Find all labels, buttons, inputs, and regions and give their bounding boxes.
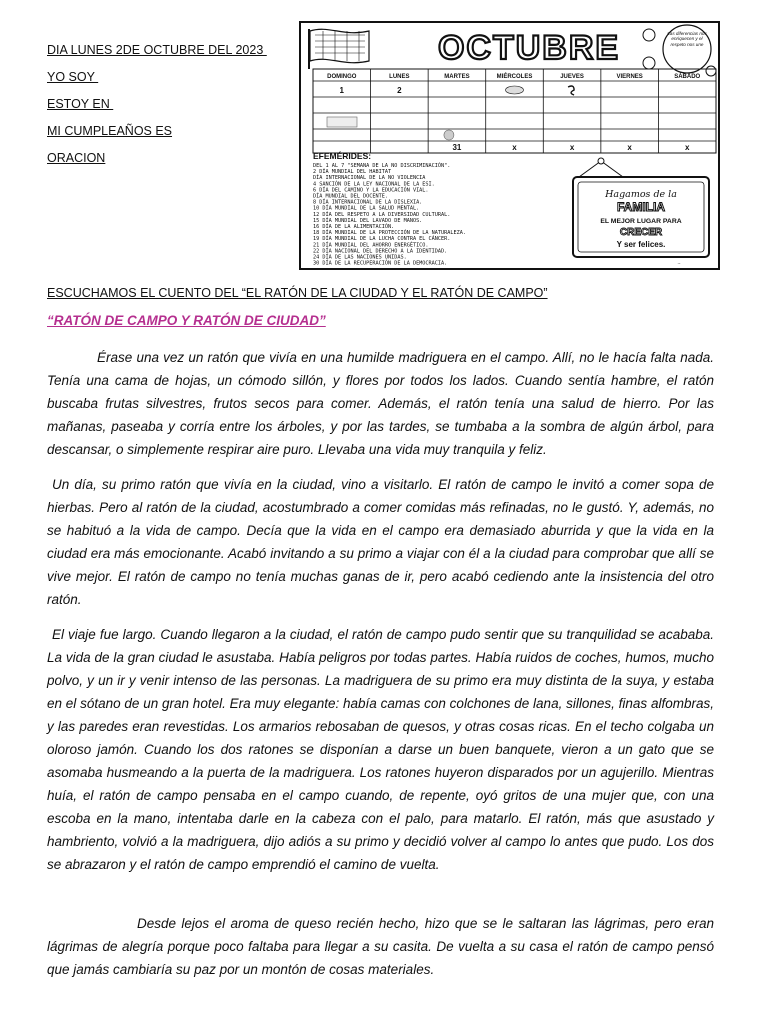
efemeride-item: 21 DÍA MUNDIAL DEL AHORRO ENERGÉTICO. [313,242,429,249]
calendar-last-row-cell: x [627,143,632,152]
calendar-day-header: SÁBADO [674,74,701,80]
calendar-day-number: 2 [397,86,402,95]
efemeride-item: 19 DÍA MUNDIAL DE LA LUCHA CONTRA EL CÁNCER. [313,236,451,243]
efemeride-item: DEL 1 AL 7 "SEMANA DE LA NO DISCRIMINACIÓN". [313,163,451,169]
story-paragraph-1: Érase una vez un ratón que vivía en una humilde madriguera en el campo. Allí, no le hacía falta nada. Tenía una cama de hojas, un cómodo sillón, y flores por todos los lados. Cuando sentía hambre, el ratón buscaba frutas silvestres, frutos secos para comer. Además, el ratón tenía una salud de hierro. Por las mañanas, paseaba y corría entre los árboles, y por las tardes, se tumbaba a la sombra de algún árbol, para descansar, o simplemente respirar aire puro. Llevaba una vida muy tranquila y feliz. [47,350,714,457]
yo-soy-line: YO SOY [47,70,99,84]
efemeride-item: 15 DÍA MUNDIAL DEL LAVADO DE MANOS. [313,217,423,224]
cumpleanos-line: MI CUMPLEAÑOS ES [47,124,173,138]
frame-line-4: CRECER [619,227,663,238]
frame-line-2: FAMILIA [617,200,665,214]
efemeride-item: 10 DÍA MUNDIAL DE LA SALUD MENTAL. [313,205,420,212]
story-paragraph-3: El viaje fue largo. Cuando llegaron a la ciudad, el ratón de campo pudo sentir que su tranquilidad se acababa. La vida de la gran ciudad le asustaba. Había peligros por todas partes. Había ruidos de coches, humos, mucho polvo, y un ir y venir intenso de las personas. La madriguera de su primo era muy distinta de la suya, y estaba en el sótano de un gran hotel. Era muy elegante: había camas con colchones de lana, sillones, finas alfombras, y las paredes eran revestidas. Los armarios rebosaban de quesos, y otras cosas ricas. En el techo colgaba un oloroso jamón. Cuando los dos ratones se disponían a darse un buen banquete, vieron a un gato que se asomaba husmeando a la puerta de la madriguera. Los ratones huyeron disparados por un agujerillo. Mientras huía, el ratón de campo pensaba en el campo cuando, de repente, oyó gritos de una mujer que, con una escoba en la mano, intentaba darle en la cabeza con el palo, para matarlo. El ratón, más que asustado y hambriento, volvió a la madriguera, dijo adiós a su primo y decidió volver al campo lo antes que pudo. Los dos se abrazaron y el ratón de campo emprendió el camino de vuelta. [47,627,714,872]
efemeride-item: 30 DÍA DE LA RECUPERACIÓN DE LA DEMOCRACIA. [313,260,448,267]
corner-note-text: Las diferencias nos enriquecen y el respeto nos une [667,31,707,47]
calendar-last-row-cell: x [684,143,690,152]
efemeride-item: 2 DÍA MUNDIAL DEL HABITAT [313,169,392,176]
efemeride-item: DÍA INTERNACIONAL DE LA NO VIOLENCIA [313,175,426,182]
calendar-day-header: MARTES [444,74,470,80]
story-paragraph-4: Desde lejos el aroma de queso recién hecho, hizo que se le saltaran las lágrimas, pero eran lágrimas de alegría porque poco faltaba para llegar a su casita. De vuelta a su casa el ratón de campo pensó que jamás cambiaría su paz por un montón de cosas materiales. [47,916,714,977]
efemeride-item: 6 DÍA DEL CAMINO Y LA EDUCACIÓN VIAL. [313,187,429,194]
efemeride-item: 24 DÍA DE LAS NACIONES UNIDAS. [313,254,407,261]
frame-line-3: EL MEJOR LUGAR PARA [600,218,682,225]
calendar-day-header: VIERNES [616,74,643,80]
efemeride-item: 12 DÍA DEL RESPETO A LA DIVERSIDAD CULTURAL. [313,211,451,218]
calendar-doodle [327,117,357,127]
efemeride-item: 4 SANCIÓN DE LA LEY NACIONAL DE LA ESI. [313,181,435,188]
calendar-day-number: 1 [339,86,345,95]
efemeride-item: 22 DÍA NACIONAL DEL DERECHO A LA IDENTIDAD. [313,248,448,255]
calendar-day-header: DOMINGO [327,74,357,80]
story-title: “RATÓN DE CAMPO Y RATÓN DE CIUDAD” [47,313,326,328]
estoy-en-line: ESTOY EN [47,97,114,111]
efemeride-item: 8 DÍA INTERNACIONAL DE LA DISLEXIA. [313,199,423,206]
efemeride-item: 18 DÍA MUNDIAL DE LA PROTECCIÓN DE LA NATURALEZA. [313,230,467,237]
signature-scribble: ~ [677,261,681,266]
calendar-title: OCTUBRE [437,29,621,67]
efemeride-item: DÍA MUNDIAL DEL DOCENTE. [313,193,388,200]
efemeride-item: 16 DÍA DE LA ALIMENTACIÓN. [313,224,395,230]
calendar-day-header: MIÉRCOLES [496,74,533,80]
frame-line-1: Hagamos de la [605,189,677,200]
calendar-doodle [506,86,524,94]
efemerides-title: EFEMÉRIDES: [313,151,372,161]
october-calendar-image [299,21,720,270]
calendar-last-row-cell: x [512,143,517,152]
frame-line-5: Y ser felices. [616,240,666,249]
calendar-last-row-cell: x [569,143,575,152]
calendar-day-header: LUNES [389,74,410,80]
oracion-line: ORACION [47,151,106,165]
date-line: DIA LUNES 2DE OCTUBRE DEL 2023 [47,43,267,57]
listen-instruction: ESCUCHAMOS EL CUENTO DEL “EL RATÓN DE LA CIUDAD Y EL RATÓN DE CAMPO” [47,286,548,300]
story-paragraph-2: Un día, su primo ratón que vivía en la ciudad, vino a visitarlo. El ratón de campo le invitó a comer sopa de hierbas. Pero al ratón de la ciudad, acostumbrado a comer comidas más refinadas, no le gustó. Y, además, no se habituó a la vida de campo. Decía que la vida en el campo era demasiado aburrida y que la vida en la ciudad era más emocionante. Acabó invitando a su primo a viajar con él a la ciudad para comprobar que allí se vive mejor. El ratón de campo no tenía muchas ganas de ir, pero acabó cediendo ante la insistencia del otro ratón. [47,477,714,607]
calendar-day-header: JUEVES [560,74,584,80]
calendar-last-row-cell: 31 [452,143,462,152]
calendar-doodle [444,130,454,140]
